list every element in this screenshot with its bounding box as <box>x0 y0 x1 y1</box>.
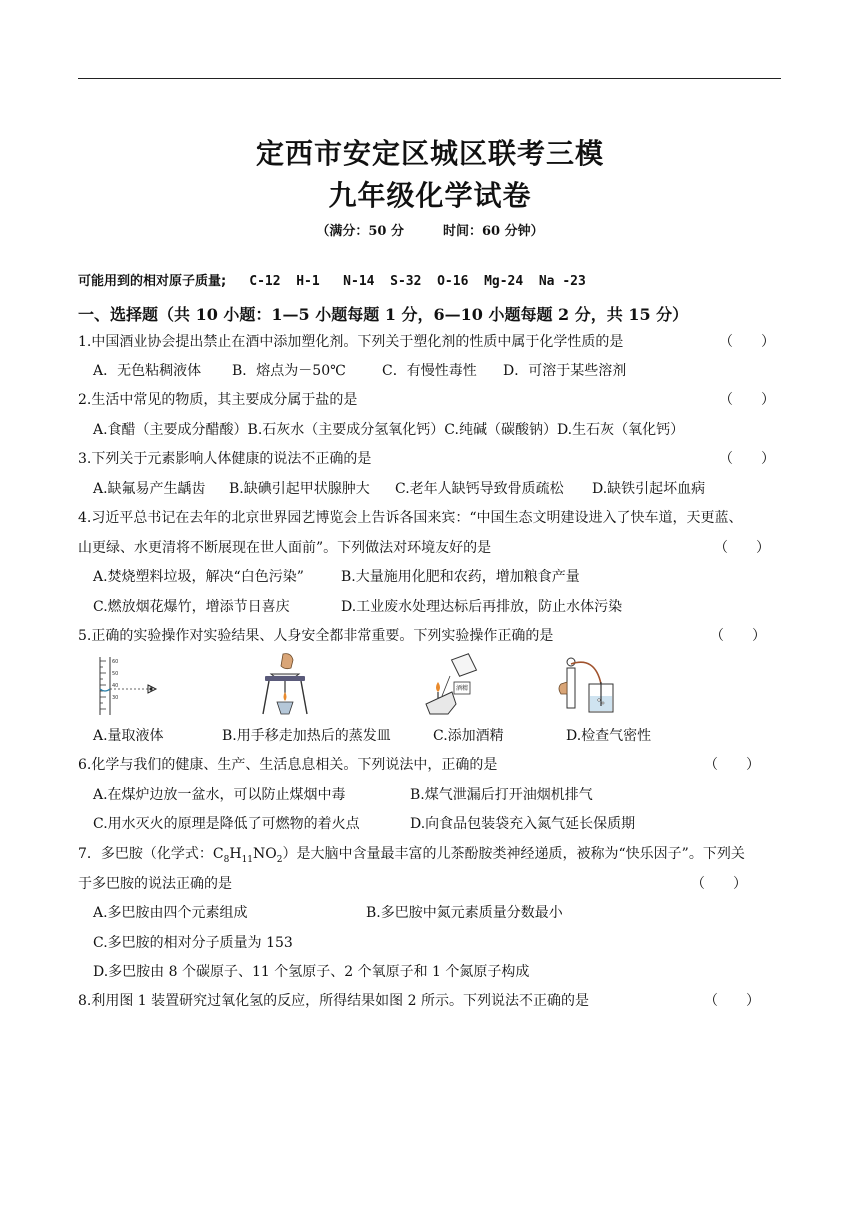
exam-subtitle: （满分：50 分 时间：60 分钟） <box>316 224 544 239</box>
atomic-masses-label: 可能用到的相对原子质量; <box>78 274 227 289</box>
q1-option-c: C．有慢性毒性 <box>382 363 477 379</box>
question-2-stem: 2.生活中常见的物质，其主要成分属于盐的是 <box>78 392 358 408</box>
q4-option-d: D.工业废水处理达标后再排放，防止水体污染 <box>341 599 623 615</box>
q7-option-d: D.多巴胺由 8 个碳原子、11 个氢原子、2 个氧原子和 1 个氮原子构成 <box>93 964 530 980</box>
cylinder-tick-50: 50 <box>112 671 119 677</box>
q6-option-a: A.在煤炉边放一盆水，可以防止煤烟中毒 <box>93 787 346 803</box>
q1-option-b: B．熔点为－50℃ <box>232 363 346 379</box>
answer-paren: （ ） <box>704 993 760 1009</box>
exam-title-line1: 定西市安定区城区联考三模 <box>255 137 604 170</box>
question-1-stem: 1.中国酒业协会提出禁止在酒中添加塑化剂。下列关于塑化剂的性质中属于化学性质的是 <box>78 334 624 350</box>
q4-option-b: B.大量施用化肥和农药，增加粮食产量 <box>341 569 580 585</box>
answer-paren: （ ） <box>719 334 775 350</box>
q7-hydrogen: H <box>229 846 242 862</box>
question-7-stem-line1 <box>78 843 745 865</box>
q4-option-c: C.燃放烟花爆竹，增添节日喜庆 <box>93 599 290 615</box>
q7-sub-carbon: 8 <box>223 854 230 865</box>
figure-measuring-cylinder <box>88 655 168 717</box>
header-rule <box>78 78 781 79</box>
q5-option-a: A.量取液体 <box>93 728 164 744</box>
q3-option-d: D.缺铁引起坏血病 <box>592 481 706 497</box>
question-7-stem-line2: 于多巴胺的说法正确的是 <box>78 876 232 892</box>
question-3-stem: 3.下列关于元素影响人体健康的说法不正确的是 <box>78 451 372 467</box>
answer-paren: （ ） <box>704 757 760 773</box>
answer-paren: （ ） <box>714 540 770 556</box>
answer-paren: （ ） <box>719 451 775 467</box>
figure-airtightness-check <box>555 654 619 718</box>
q7-sub-hydrogen: 11 <box>241 854 254 865</box>
cylinder-tick-40: 40 <box>112 683 119 689</box>
q5-option-b: B.用手移走加热后的蒸发皿 <box>222 728 391 744</box>
q2-options: A.食醋（主要成分醋酸）B.石灰水（主要成分氢氧化钙）C.纯碱（碳酸钠）D.生石灰（氧化钙） <box>93 422 685 438</box>
atomic-masses <box>78 270 586 289</box>
answer-paren: （ ） <box>691 876 747 892</box>
alcohol-bottle-label: 酒精 <box>456 685 469 692</box>
answer-paren: （ ） <box>710 628 766 644</box>
q4-option-a: A.焚烧塑料垃圾，解决“白色污染” <box>93 569 304 585</box>
q5-option-c: C.添加酒精 <box>433 728 504 744</box>
q6-option-d: D.向食品包装袋充入氮气延长保质期 <box>410 816 636 832</box>
q7-stem-after: ）是大脑中含量最丰富的儿茶酚胺类神经递质，被称为“快乐因子”。下列关 <box>282 846 745 862</box>
q3-option-b: B.缺碘引起甲状腺肿大 <box>229 481 370 497</box>
question-4-stem-line1: 4.习近平总书记在去年的北京世界园艺博览会上告诉各国来宾：“中国生态文明建设进入了快车道，天更蓝、 <box>78 510 743 526</box>
atomic-masses-values: C-12 H-1 N-14 S-32 O-16 Mg-24 Na -23 <box>249 274 586 289</box>
q7-option-b: B.多巴胺中氮元素质量分数最小 <box>366 905 563 921</box>
cylinder-tick-30: 30 <box>112 695 119 701</box>
q6-option-b: B.煤气泄漏后打开油烟机排气 <box>410 787 593 803</box>
q7-option-c: C.多巴胺的相对分子质量为 153 <box>93 935 293 951</box>
q7-no: NO <box>253 846 277 862</box>
section-title: 一、选择题（共 10 小题：1—5 小题每题 1 分，6—10 小题每题 2 分，共 15 分） <box>78 305 689 324</box>
question-6-stem: 6.化学与我们的健康、生产、生活息息相关。下列说法中，正确的是 <box>78 757 498 773</box>
figure-evaporating-dish <box>255 652 315 718</box>
q7-sub-oxygen: 2 <box>276 854 283 865</box>
q1-option-d: D．可溶于某些溶剂 <box>503 363 627 379</box>
cylinder-tick-60: 60 <box>112 659 119 665</box>
question-8-stem: 8.利用图 1 装置研究过氧化氢的反应，所得结果如图 2 所示。下列说法不正确的是 <box>78 993 589 1009</box>
q5-option-d: D.检查气密性 <box>566 728 652 744</box>
q7-option-a: A.多巴胺由四个元素组成 <box>93 905 248 921</box>
q6-option-c: C.用水灭火的原理是降低了可燃物的着火点 <box>93 816 360 832</box>
q3-option-c: C.老年人缺钙导致骨质疏松 <box>395 481 564 497</box>
figure-alcohol-lamp <box>420 652 490 718</box>
question-5-stem: 5.正确的实验操作对实验结果、人身安全都非常重要。下列实验操作正确的是 <box>78 628 554 644</box>
question-4-stem-line2: 山更绿、水更清将不断展现在世人面前”。下列做法对环境友好的是 <box>78 540 492 556</box>
q1-option-a: A．无色粘稠液体 <box>93 363 202 379</box>
exam-title-line2: 九年级化学试卷 <box>328 179 532 212</box>
answer-paren: （ ） <box>719 392 775 408</box>
q3-option-a: A.缺氟易产生龋齿 <box>93 481 206 497</box>
q7-stem-before: 7．多巴胺（化学式：C <box>78 846 224 862</box>
